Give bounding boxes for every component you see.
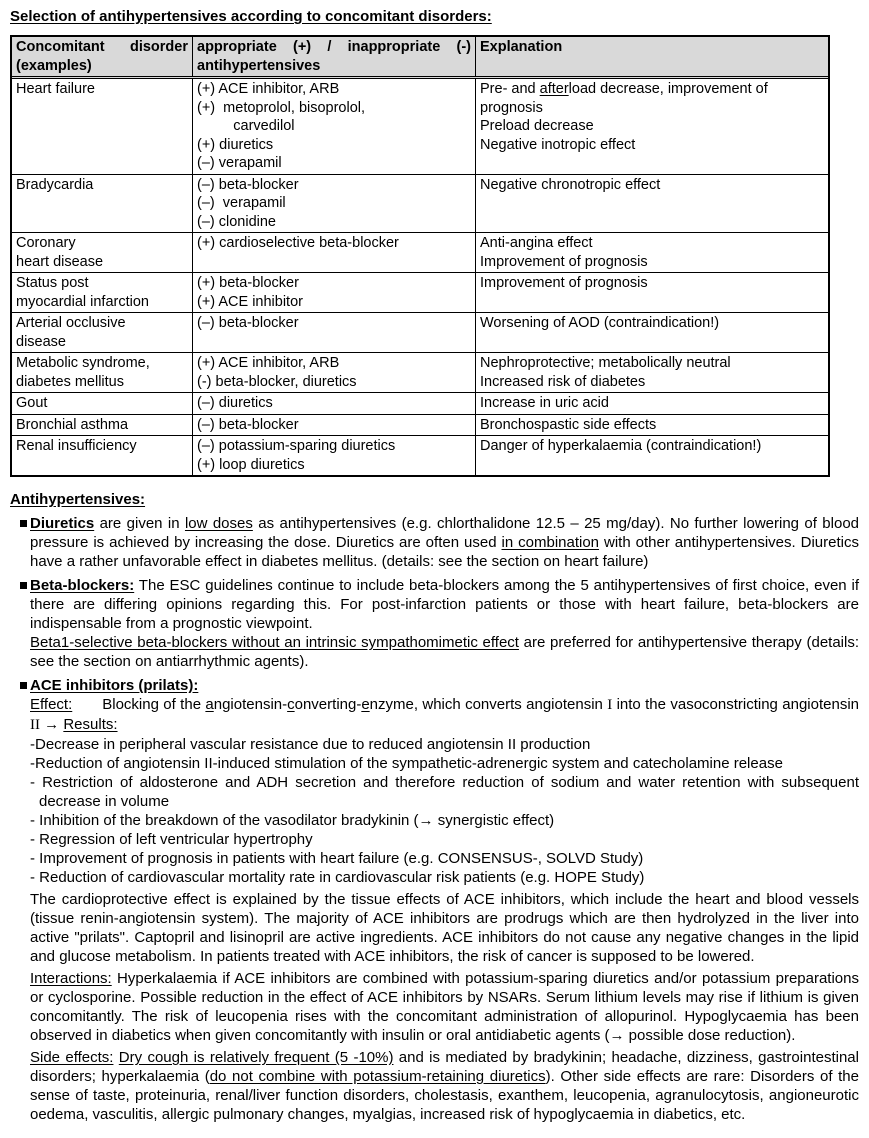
table-cell-line: (+) diuretics [197, 136, 274, 153]
paragraph: Diuretics are given in low doses as antihypertensives (e.g. chlorthalidone 12.5 – 25 mg/day). No further lowering of blood pressure is achieved by increasing the dose. Diuretics are often used in combination with other antihypertensives. Diuretics have a rather unfavorable effect in diabetes mellitus. (details: see the section on heart failure) [30, 515, 860, 570]
table-cell-line: (–) potassium-sparing diuretics [197, 438, 396, 454]
table-cell-line: (–) beta-blocker [197, 315, 299, 331]
table-cell-line: (–) diuretics [197, 395, 273, 411]
table-cell-line: Improvement of prognosis [480, 275, 648, 291]
paragraph: Effect: Blocking of the angiotensin-converting-enzyme, which converts angiotensin I into the vasoconstricting angiotensin II → Results: [30, 696, 859, 733]
table-cell-line: Increase in uric acid [480, 395, 609, 411]
paragraph: Beta1-selective beta-blockers without an intrinsic sympathomimetic effect are preferred for antihypertensive therapy (details: see the section on antiarrhythmic agents). [30, 634, 859, 670]
table-cell-line: Coronary [16, 235, 76, 251]
table-row [12, 312, 828, 352]
table-cell-line: (–) beta-blocker [197, 176, 299, 193]
table-cell-line: (–) verapamil [197, 155, 282, 171]
table-cell-line: Negative inotropic effect [480, 136, 636, 153]
paragraph: - Inhibition of the breakdown of the vasodilator bradykinin (→ synergistic effect) [30, 812, 555, 829]
table-header-line: antihypertensives [197, 57, 321, 74]
table-cell-line: (-) beta-blocker, diuretics [197, 373, 357, 390]
table-cell-line: (+) metoprolol, bisoprolol, [197, 99, 366, 116]
table-cell-disorder [12, 273, 192, 312]
page-title: Selection of antihypertensives according to concomitant disorders: [10, 8, 492, 25]
table-cell-explanation [475, 233, 828, 272]
table-cell-line: myocardial infarction [16, 293, 149, 310]
bullet-item-diuretics [10, 514, 859, 571]
table-cell-disorder [12, 313, 192, 352]
table-cell-drugs [192, 273, 475, 312]
table-cell-line: Worsening of AOD (contraindication!) [480, 315, 720, 331]
table-cell-explanation [475, 313, 828, 352]
table-cell-line: Negative chronotropic effect [480, 176, 661, 193]
paragraph: The cardioprotective effect is explained by the tissue effects of ACE inhibitors, which include the heart and blood vessels (tissue renin-angiotensin system). The majority of ACE inhibitors are prodrugs which are then hydrolyzed in the liver into active "prilats". Captopril and lisinopril are active ingredients. ACE inhibitors do not cause any negative changes in the lipid and glucose metabolism. In patients treated with ACE inhibitors, the risk of cancer is supposed to be lowered. [30, 891, 859, 965]
table-cell-explanation [475, 393, 828, 414]
table-cell-line: Arterial occlusive [16, 315, 126, 331]
table-cell-line: carvedilol [197, 118, 295, 134]
table-cell-disorder [12, 415, 192, 436]
bullet-list [10, 514, 859, 1124]
table-cell-explanation [475, 273, 828, 312]
table-cell-disorder [12, 353, 192, 392]
bullet-square-icon [20, 520, 27, 527]
table-header-line: Concomitant disorder [16, 39, 188, 55]
table-row [12, 174, 828, 233]
table-row [12, 272, 828, 312]
table-cell-explanation [475, 175, 828, 233]
table-row [12, 79, 828, 174]
table-cell-line: (+) beta-blocker [197, 275, 299, 291]
table-cell-line: (+) ACE inhibitor, ARB [197, 355, 340, 371]
table-cell-drugs [192, 353, 475, 392]
table-cell-line: Improvement of prognosis [480, 253, 648, 270]
table-header-line: (examples) [16, 57, 92, 74]
table-cell-line: Danger of hyperkalaemia (contraindication!) [480, 438, 762, 454]
table-cell-line: (–) beta-blocker [197, 416, 299, 433]
table-cell-disorder [12, 175, 192, 233]
paragraph: - Improvement of prognosis in patients with heart failure (e.g. CONSENSUS-, SOLVD Study) [30, 850, 644, 867]
table-header-line: appropriate (+) / inappropriate (-) [197, 39, 471, 55]
table-row [12, 392, 828, 414]
table-cell-line: Bronchospastic side effects [480, 416, 657, 433]
table-cell-line: (+) loop diuretics [197, 456, 305, 473]
bullet-item-beta-blockers [10, 576, 859, 671]
bullet-square-icon [20, 582, 27, 589]
table-cell-disorder [12, 79, 192, 174]
table-header-cell [12, 37, 192, 76]
bullet-square-icon [20, 682, 27, 689]
table-cell-explanation [475, 79, 828, 174]
table-cell-line: Pre- and afterload decrease, improvement of prognosis [480, 81, 772, 116]
table-cell-line: (+) ACE inhibitor [197, 293, 303, 310]
paragraph: ACE inhibitors (prilats): [30, 677, 199, 694]
table-cell-line: Nephroprotective; metabolically neutral [480, 355, 731, 371]
table-row [12, 414, 828, 436]
table-header-line: Explanation [480, 39, 563, 55]
table-header-row [12, 37, 828, 79]
table-cell-line: (–) clonidine [197, 213, 276, 230]
table-body [12, 79, 828, 475]
table-cell-line: Renal insufficiency [16, 438, 137, 454]
table-cell-line: heart disease [16, 253, 104, 270]
disorders-table [10, 35, 830, 477]
table-cell-line: Bradycardia [16, 176, 94, 193]
table-cell-explanation [475, 415, 828, 436]
table-cell-line: (+) cardioselective beta-blocker [197, 235, 399, 251]
table-cell-line: diabetes mellitus [16, 373, 124, 390]
antihypertensives-section [10, 490, 859, 1124]
table-cell-line: Status post [16, 275, 89, 291]
paragraph: Beta-blockers: The ESC guidelines continue to include beta-blockers among the 5 antihypertensives of first choice, even if there are differing opinions regarding this. For post-infarction patients or those with heart failure, beta-blockers are indispensable from a prognostic viewpoint. [30, 577, 859, 632]
table-cell-drugs [192, 436, 475, 475]
table-cell-drugs [192, 415, 475, 436]
paragraph: - Regression of left ventricular hypertrophy [30, 831, 313, 848]
table-cell-line: Increased risk of diabetes [480, 373, 646, 390]
paragraph: -Reduction of angiotensin II-induced stimulation of the sympathetic-adrenergic system and catecholamine release [30, 755, 783, 772]
table-cell-explanation [475, 353, 828, 392]
paragraph: -Decrease in peripheral vascular resistance due to reduced angiotensin II production [30, 736, 591, 753]
table-header-cell [475, 37, 828, 76]
table-cell-line: Gout [16, 395, 48, 411]
table-cell-line: Preload decrease [480, 118, 594, 134]
table-cell-disorder [12, 393, 192, 414]
table-cell-drugs [192, 233, 475, 272]
table-cell-line: disease [16, 333, 66, 350]
table-header-cell [192, 37, 475, 76]
table-cell-drugs [192, 79, 475, 174]
table-cell-line: Heart failure [16, 81, 95, 97]
paragraph: Side effects: Dry cough is relatively frequent (5 -10%) and is mediated by bradykinin; headache, dizziness, gastrointestinal disorders; hyperkalaemia (do not combine with potassium-retaining diuretics). Other side effects are rare: Disorders of the sense of taste, proteinuria, renal/liver function disorders, cholestasis, exanthem, leucopenia, agranulocytosis, angioneurotic oedema, vasculitis, allergic pulmonary changes, myalgias, increased risk of hypoglycaemia in diabetics, etc. [30, 1049, 859, 1123]
paragraph: Interactions: Hyperkalaemia if ACE inhibitors are combined with potassium-sparing diuretics and/or potassium preparations or cyclosporine. Possible reduction in the effect of ACE inhibitors by NSARs. Serum lithium levels may rise if lithium is given concomitantly. The risk of leucopenia rises with the concomitant administration of allopurinol. Hypoglycaemia has been observed in diabetics when given concomitantly with insulin or oral antidiabetic agents (→ possible dose reduction). [30, 970, 859, 1044]
table-row [12, 435, 828, 475]
table-cell-line: Bronchial asthma [16, 416, 129, 433]
table-row [12, 232, 828, 272]
paragraph: - Reduction of cardiovascular mortality rate in cardiovascular risk patients (e.g. HOPE Study) [30, 869, 645, 886]
table-row [12, 352, 828, 392]
bullet-item-ace-inhibitors [10, 676, 859, 1124]
table-cell-drugs [192, 313, 475, 352]
table-cell-line: Metabolic syndrome, [16, 355, 150, 371]
table-cell-drugs [192, 175, 475, 233]
table-cell-line: (+) ACE inhibitor, ARB [197, 81, 340, 97]
table-cell-disorder [12, 233, 192, 272]
antihypertensives-heading: Antihypertensives: [10, 491, 146, 508]
table-cell-line: Anti-angina effect [480, 235, 593, 251]
table-cell-explanation [475, 436, 828, 475]
table-cell-drugs [192, 393, 475, 414]
table-cell-line: (–) verapamil [197, 195, 286, 211]
paragraph: - Restriction of aldosterone and ADH secretion and therefore reduction of sodium and water retention with subsequent decrease in volume [30, 774, 859, 810]
table-cell-disorder [12, 436, 192, 475]
